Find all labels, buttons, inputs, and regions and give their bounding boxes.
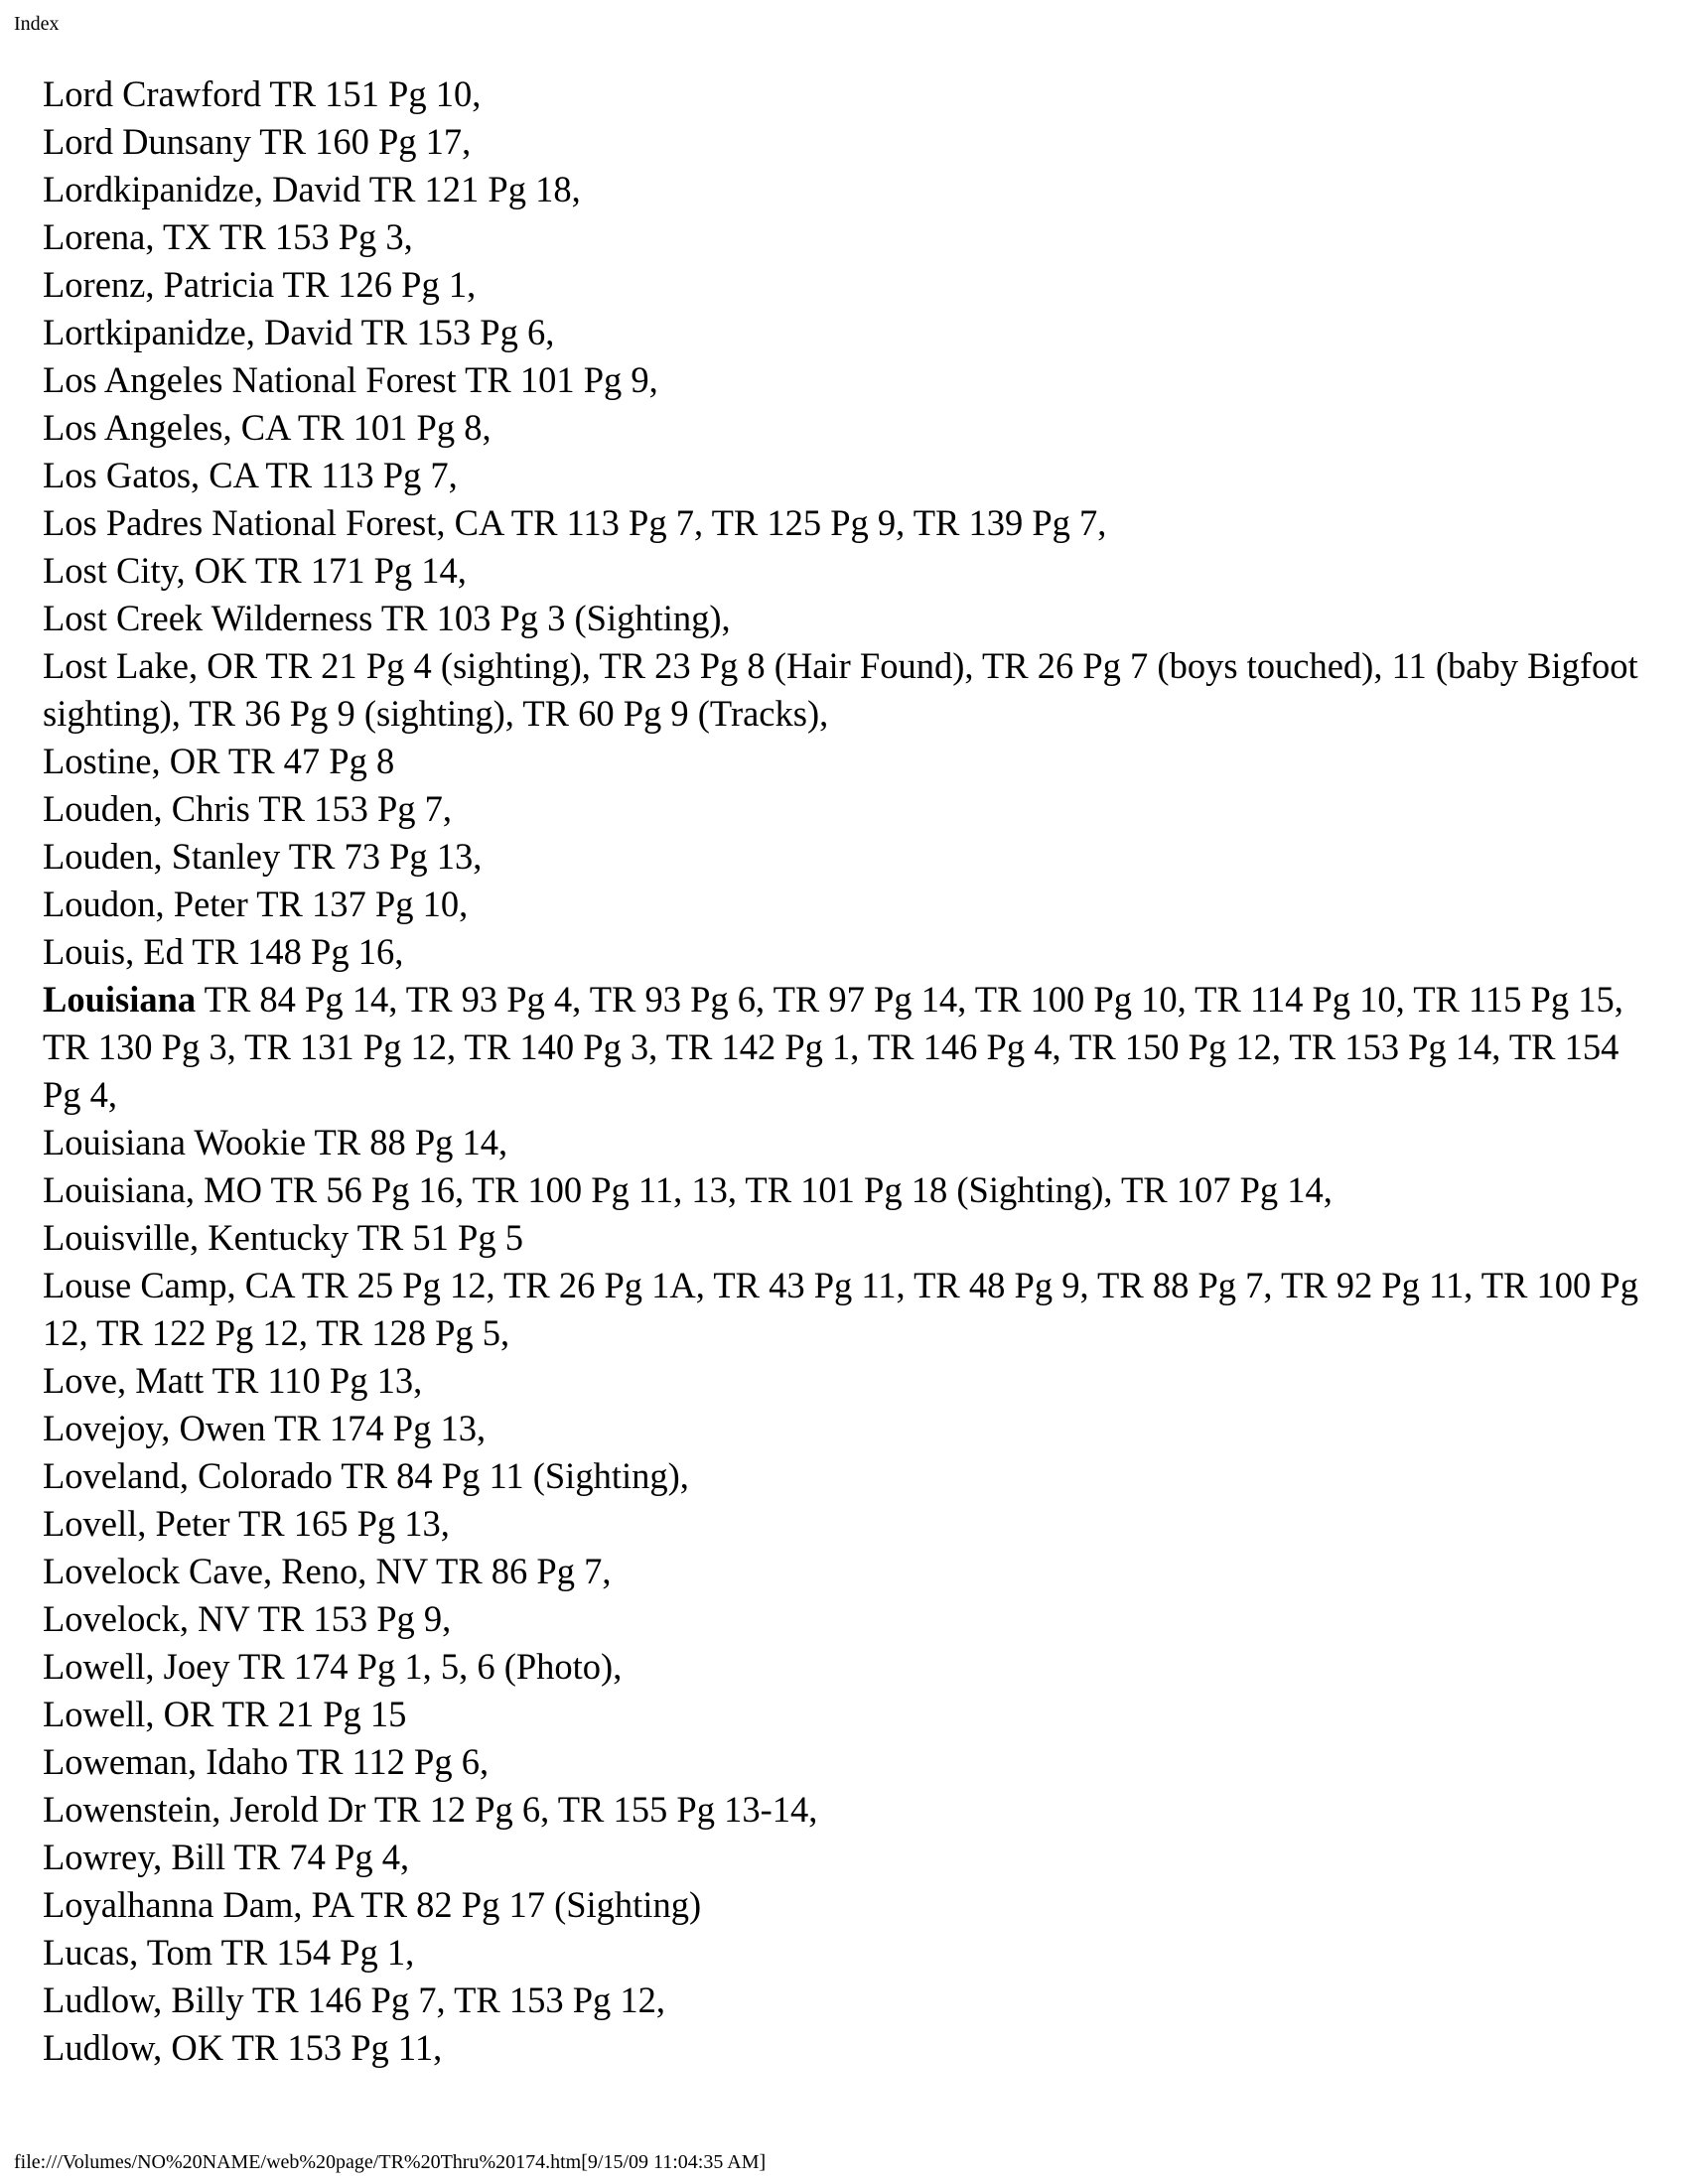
index-entry (43, 70, 1651, 118)
index-entry (43, 1214, 1651, 1262)
index-entry-text: Louden, Chris TR 153 Pg 7, (43, 788, 452, 829)
index-entry (43, 595, 1651, 642)
index-entry (43, 1595, 1651, 1643)
index-entry (43, 881, 1651, 928)
index-entry-text: Louis, Ed TR 148 Pg 16, (43, 931, 404, 972)
index-entry-text: Lucas, Tom TR 154 Pg 1, (43, 1932, 415, 1973)
index-entry-text: Los Padres National Forest, CA TR 113 Pg 7, TR 125 Pg 9, TR 139 Pg 7, (43, 502, 1107, 543)
index-entry-text: Lord Crawford TR 151 Pg 10, (43, 73, 482, 114)
index-entry (43, 499, 1651, 547)
index-entry (43, 642, 1651, 738)
index-entry-text: Loudon, Peter TR 137 Pg 10, (43, 884, 469, 924)
index-entry (43, 1929, 1651, 1977)
index-entry-text: Lord Dunsany TR 160 Pg 17, (43, 121, 472, 162)
index-entry (43, 1357, 1651, 1405)
index-entry (43, 976, 1651, 1119)
index-entry (43, 118, 1651, 166)
index-entry (43, 261, 1651, 309)
index-entry (43, 1977, 1651, 2024)
index-entry (43, 452, 1651, 499)
index-entry-text: Ludlow, Billy TR 146 Pg 7, TR 153 Pg 12, (43, 1979, 666, 2020)
index-entry (43, 356, 1651, 404)
index-entry (43, 213, 1651, 261)
index-entry (43, 1691, 1651, 1738)
index-entry-text: Loweman, Idaho TR 112 Pg 6, (43, 1741, 490, 1782)
index-entry (43, 1643, 1651, 1691)
index-entry-text: Love, Matt TR 110 Pg 13, (43, 1360, 423, 1401)
index-entry-text: Louisiana Wookie TR 88 Pg 14, (43, 1122, 508, 1162)
index-entry-text: Louden, Stanley TR 73 Pg 13, (43, 836, 483, 877)
index-entry-term: Louisiana (43, 979, 197, 1020)
index-entry (43, 1738, 1651, 1786)
index-entry-text: Los Angeles National Forest TR 101 Pg 9, (43, 359, 658, 400)
index-entry (43, 1881, 1651, 1929)
index-entry-text: Lovelock, NV TR 153 Pg 9, (43, 1598, 452, 1639)
index-entry (43, 1500, 1651, 1548)
index-entry-text: Los Angeles, CA TR 101 Pg 8, (43, 407, 492, 448)
index-entry-text: Louse Camp, CA TR 25 Pg 12, TR 26 Pg 1A, TR 43 Pg 11, TR 48 Pg 9, TR 88 Pg 7, TR 92 Pg 11, TR 100 Pg 12, TR 122 Pg 12, TR 128 Pg 5, (43, 1265, 1638, 1353)
index-entry-text: Lowrey, Bill TR 74 Pg 4, (43, 1837, 410, 1877)
index-entry-text: Lowell, OR TR 21 Pg 15 (43, 1694, 407, 1734)
index-entry-text: Louisiana, MO TR 56 Pg 16, TR 100 Pg 11, 13, TR 101 Pg 18 (Sighting), TR 107 Pg 14, (43, 1169, 1333, 1210)
index-entry (43, 1548, 1651, 1595)
index-entry (43, 547, 1651, 595)
index-entry-text: Lordkipanidze, David TR 121 Pg 18, (43, 169, 581, 209)
index-entry-text: Lovell, Peter TR 165 Pg 13, (43, 1503, 450, 1544)
index-entry (43, 785, 1651, 833)
page-header-title: Index (14, 13, 60, 35)
index-entry (43, 1262, 1651, 1357)
page-footer-url: file:///Volumes/NO%20NAME/web%20page/TR%20Thru%20174.htm[9/15/09 11:04:35 AM] (14, 2151, 767, 2173)
index-entry (43, 404, 1651, 452)
index-entry (43, 1786, 1651, 1834)
index-entry-text: TR 84 Pg 14, TR 93 Pg 4, TR 93 Pg 6, TR 97 Pg 14, TR 100 Pg 10, TR 114 Pg 10, TR 115 Pg 15, TR 130 Pg 3, TR 131 Pg 12, TR 140 Pg 3, TR 142 Pg 1, TR 146 Pg 4, TR 150 Pg 12, TR 153 Pg 14, TR 154 Pg 4, (43, 979, 1623, 1115)
index-entry-text: Lortkipanidze, David TR 153 Pg 6, (43, 312, 555, 352)
index-entry (43, 833, 1651, 881)
index-entry (43, 1452, 1651, 1500)
index-entry-text: Loyalhanna Dam, PA TR 82 Pg 17 (Sighting) (43, 1884, 702, 1925)
index-entry-text: Los Gatos, CA TR 113 Pg 7, (43, 455, 458, 495)
index-entry-text: Lovejoy, Owen TR 174 Pg 13, (43, 1408, 487, 1448)
index-entry (43, 166, 1651, 213)
index-entry (43, 738, 1651, 785)
index-entry-text: Louisville, Kentucky TR 51 Pg 5 (43, 1217, 523, 1258)
index-entry-text: Loveland, Colorado TR 84 Pg 11 (Sighting), (43, 1455, 689, 1496)
index-entry-text: Lorenz, Patricia TR 126 Pg 1, (43, 264, 477, 305)
index-entry-text: Lost City, OK TR 171 Pg 14, (43, 550, 467, 591)
index-entry (43, 928, 1651, 976)
index-entry-text: Lostine, OR TR 47 Pg 8 (43, 741, 395, 781)
index-entry-text: Lovelock Cave, Reno, NV TR 86 Pg 7, (43, 1551, 612, 1591)
index-entry (43, 1834, 1651, 1881)
index-entry (43, 1166, 1651, 1214)
index-entry (43, 309, 1651, 356)
index-entry-text: Lorena, TX TR 153 Pg 3, (43, 216, 413, 257)
index-entry-list (43, 70, 1651, 2072)
index-entry (43, 2024, 1651, 2072)
index-entry-text: Lowell, Joey TR 174 Pg 1, 5, 6 (Photo), (43, 1646, 623, 1687)
index-entry-text: Ludlow, OK TR 153 Pg 11, (43, 2027, 443, 2068)
index-entry (43, 1119, 1651, 1166)
index-entry-text: Lowenstein, Jerold Dr TR 12 Pg 6, TR 155 Pg 13-14, (43, 1789, 818, 1830)
index-entry-text: Lost Lake, OR TR 21 Pg 4 (sighting), TR 23 Pg 8 (Hair Found), TR 26 Pg 7 (boys touched), 11 (baby Bigfoot sighting), TR 36 Pg 9 (sighting), TR 60 Pg 9 (Tracks), (43, 645, 1638, 734)
index-entry-text: Lost Creek Wilderness TR 103 Pg 3 (Sighting), (43, 598, 731, 638)
index-entry (43, 1405, 1651, 1452)
